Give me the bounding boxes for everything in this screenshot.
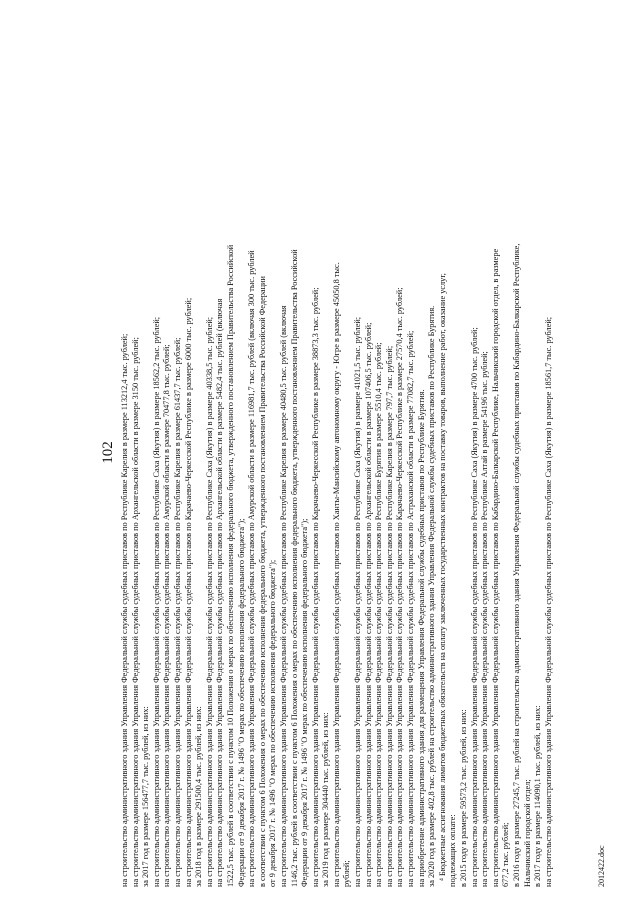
page-number: 102: [100, 441, 116, 464]
text-line: Нальчикский городской отдел;: [522, 779, 532, 887]
text-line: рублей;: [342, 860, 352, 887]
text-line: за 2018 год в размере 291500,4 тыс. рублей, из них:: [194, 706, 204, 887]
text-line: в 2017 году в размере 114090,1 тыс. рублей, из них:: [533, 705, 543, 887]
text-line: на строительство административного здания Управления Федеральной службы судебных приставов по Республике Саха (Якутия) в размере 41021,5 тыс. рублей;: [353, 316, 363, 887]
text-line: на строительство административного здания Управления Федеральной службы судебных приставов по Карачаево-Черкесской Республике в размере 27570,4 тыс. рублей;: [395, 287, 405, 887]
text-line: на строительство административного здания Управления Федеральной службы судебных приставов по Архангельской области в размере 5482,4 тыс. рублей (включая: [215, 298, 225, 887]
text-line: на строительство административного здания Управления Федеральной службы судебных приставов по Карачаево-Черкесской Республике в размере 38873,3 тыс. рублей;: [310, 287, 320, 887]
text-line: на строительство административного здания Управления Федеральной службы судебных приставов по Республике Карелия в размере 113212,4 тыс. рублей;: [120, 333, 129, 887]
text-line: на строительство административного здания Управления Федеральной службы судебных приставов по Республике Карелия в размере 797,7 тыс. рублей;: [384, 345, 394, 887]
document-file-reference: 2012422.doc: [597, 845, 606, 887]
text-line: в 2016 году в размере 27245,7 тыс. рублей на строительство административного здания Управления Федеральной службы судебных приставов по Кабардино-Балкарской Республике,: [511, 243, 521, 887]
text-line: на строительство административного здания Управления Федеральной службы судебных приставов по Архангельской области в размере 3150 тыс. рублей;: [130, 337, 140, 887]
text-line: на строительство административного здания Управления Федеральной службы судебных приставов по Республике Алтай в размере 54196 тыс. рублей;: [480, 351, 490, 887]
text-line: в соответствии с пунктом 6 Положения о мерах по обеспечению исполнения федерального бюджета, утвержденного постановлением Правительства Российской Федерации: [257, 276, 267, 887]
text-line: на строительство административного здания Управления Федеральной службы судебных приставов по Республике Бурятия в размере 5510,4 тыс. рублей;: [374, 342, 384, 887]
text-line: на строительство административного здания Управления Федеральной службы судебных приставов по Республике Карелия в размере 40480,5 тыс. рублей (включая: [278, 305, 288, 887]
text-line: за 2019 год в размере 304440 тыс. рублей, из них:: [321, 712, 331, 887]
footnote-line: ⁴ Бюджетные ассигнования лимитов бюджетных обязательств на оплату заключенных государственных контрактов на поставку товаров, выполнение работ, оказание услуг,: [437, 273, 447, 881]
document-body: [120, 65, 554, 887]
text-line: на строительство административного здания Управления Федеральной службы судебных приставов по Республике Саха (Якутия) в размере 18561,7 тыс. рублей;: [543, 316, 553, 887]
text-line: от 9 декабря 2017 г. № 1496 "О мерах по обеспечению исполнения федерального бюджета");: [268, 559, 278, 887]
text-line: на строительство административного здания Управления Федеральной службы судебных приставов по Карачаево-Черкесской Республике в размере 6000 тыс. рублей;: [183, 297, 193, 887]
text-line: на строительство административного здания Управления Федеральной службы судебных приставов по Ханты-Мансийскому автономному округу - Югре в размере 45050,8 тыс.: [331, 262, 341, 887]
text-line: Федерации от 9 декабря 2017 г. № 1496 "О мерах по обеспечению исполнения федерального бюджета");: [236, 518, 246, 887]
text-line: на строительство административного здания Управления Федеральной службы судебных приставов по Кабардино-Балкарской Республике, Нальчикский городской отдел, в размере: [490, 248, 500, 887]
text-line: на строительство административного здания Управления Федеральной службы судебных приставов по Архангельской области в размере 107406,5 тыс. рублей;: [363, 322, 373, 887]
text-line: на строительство административного здания Управления Федеральной службы судебных приставов по Амурской области в размере 70477,8 тыс. рублей;: [162, 344, 172, 887]
text-line: в 2015 году в размере 59573,2 тыс. рублей, из них:: [459, 709, 468, 887]
text-line: на строительство административного здания Управления Федеральной службы судебных приставов по Республике Саха (Якутия) в размере 18562,2 тыс. рублей;: [151, 316, 161, 887]
text-line: подлежащих оплате:: [448, 814, 458, 887]
text-line: на строительство административного здания Управления Федеральной службы судебных приставов по Республике Саха (Якутия) в размере 40338,5 тыс. рублей;: [204, 316, 214, 887]
text-line: 1522,5 тыс. рублей в соответствии с пунктом 10 Положения о мерах по обеспечению исполнения федерального бюджета, утвержденного постановлением Правительства Российской: [225, 244, 235, 887]
text-line: на строительство административного здания Управления Федеральной службы судебных приставов по Амурской области в размере 116981,7 тыс. рублей (включая 300 тыс. рублей: [247, 250, 257, 887]
text-line: на строительство административного здания Управления Федеральной службы судебных приставов по Республике Саха (Якутия) в размере 4700 тыс. рублей;: [469, 327, 479, 887]
text-line: на приобретение административного здания для размещения Управления Федеральной службы судебных приставов по Республике Бурятия.: [416, 389, 426, 887]
text-line: за 2020 год в размере 402,8 тыс. рублей на строительство административного здания Управления Федеральной службы судебных приставов по Республике Бурятия.: [427, 305, 437, 887]
text-line: на строительство административного здания Управления Федеральной службы судебных приставов по Астраханской области в размере 77082,7 тыс. рублей;: [406, 330, 416, 887]
text-line: 677,2 тыс. рублей;: [501, 822, 511, 887]
text-line: на строительство административного здания Управления Федеральной службы судебных приставов по Республике Карелия в размере 61437,7 тыс. рублей;: [172, 337, 182, 887]
text-line: Федерации от 9 декабря 2017 г. № 1496 "О мерах по обеспечению исполнения федерального бюджета");: [300, 518, 310, 887]
text-line: за 2017 год в размере 156477,7 тыс. рублей, из них:: [141, 706, 151, 887]
text-line: 1146,2 тыс. рублей в соответствии с пунктом 6 Положения о мерах по обеспечению исполнения федерального бюджета, утвержденного постановлением Правительства Российской: [289, 249, 299, 887]
